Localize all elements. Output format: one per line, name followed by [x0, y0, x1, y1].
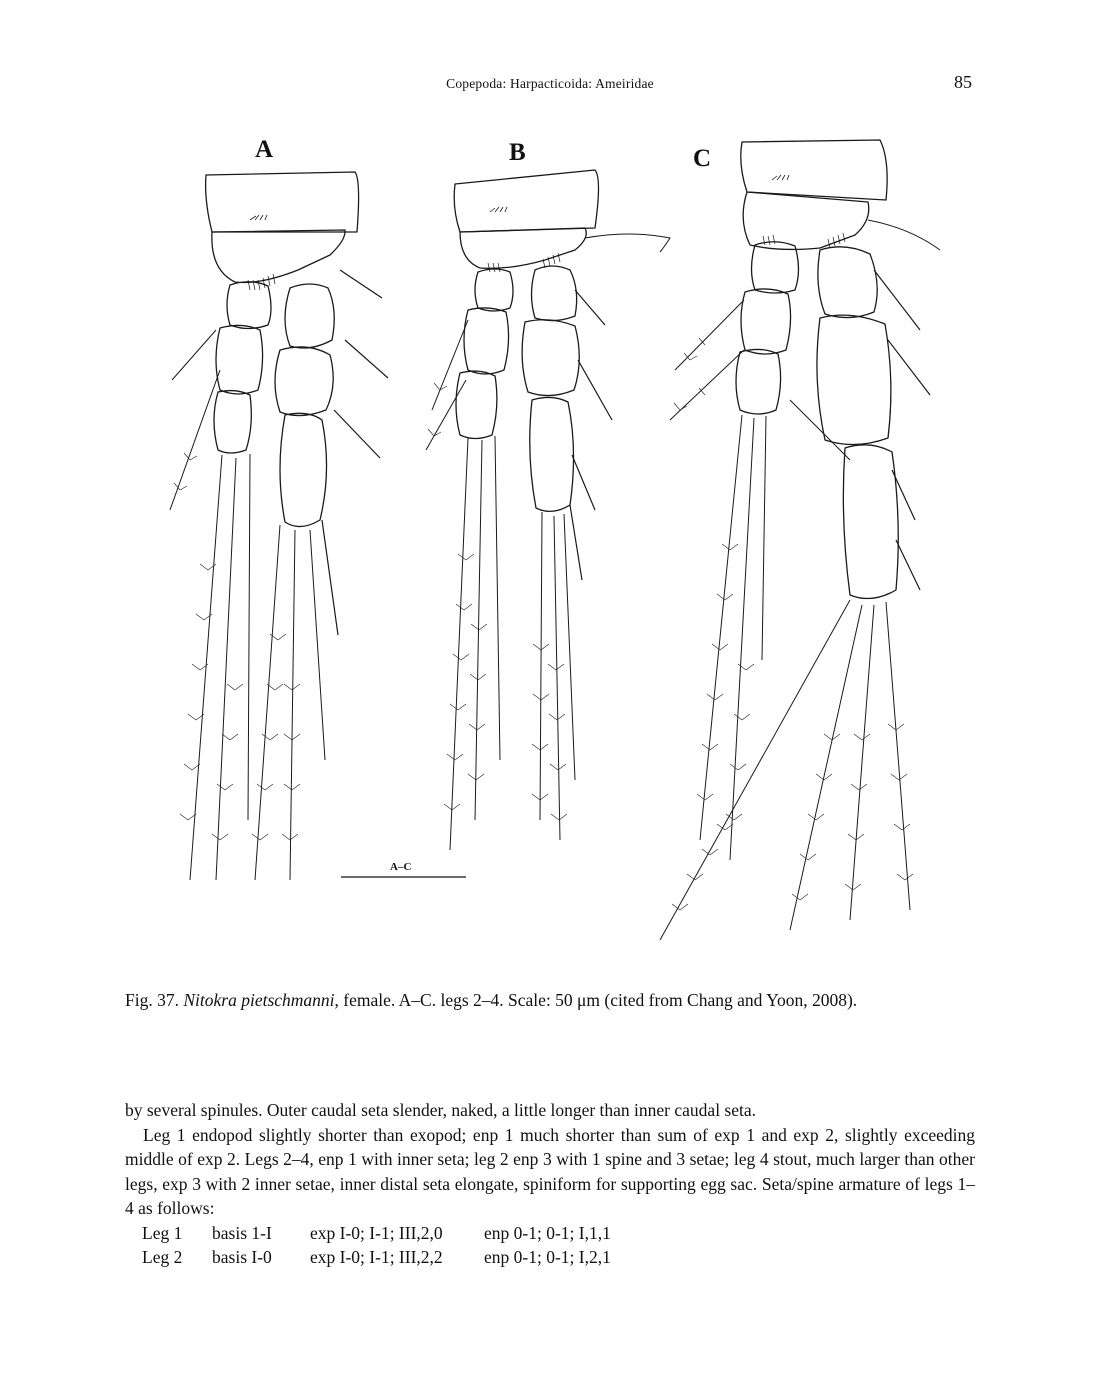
- figure-37: [150, 120, 950, 950]
- armature-basis: basis I-0: [212, 1247, 272, 1267]
- leg-drawings: [150, 120, 950, 950]
- armature-row-leg-2: [125, 1245, 975, 1270]
- seta-feathering: [174, 453, 300, 840]
- caption-species: Nitokra pietschmanni: [183, 990, 335, 1010]
- page-number: 85: [954, 72, 972, 92]
- figure-caption: [125, 988, 975, 1013]
- scale-bar-label: A–C: [390, 861, 412, 873]
- armature-enp: enp 0-1; 0-1; I,1,1: [484, 1222, 611, 1243]
- caption-prefix: Fig. 37.: [125, 990, 179, 1010]
- leg-4-drawing: [660, 140, 940, 940]
- body-text: [125, 1098, 975, 1270]
- armature-enp: enp 0-1; 0-1; I,2,1: [484, 1247, 611, 1267]
- paragraph-1: by several spinules. Outer caudal seta slender, naked, a little longer than inner caudal seta.: [125, 1100, 757, 1120]
- panel-label-c: C: [693, 145, 712, 172]
- running-head: Copepoda: Harpacticoida: Ameiridae: [446, 76, 654, 91]
- scale-bar: [341, 861, 466, 877]
- armature-basis: basis 1-I: [212, 1222, 272, 1243]
- armature-exp: exp I-0; I-1; III,2,0: [310, 1222, 443, 1243]
- panel-label-b: B: [509, 139, 526, 166]
- leg-3-drawing: [426, 170, 670, 850]
- caption-rest: , female. A–C. legs 2–4. Scale: 50 μm (cited from Chang and Yoon, 2008).: [334, 990, 858, 1010]
- armature-table: [125, 1221, 975, 1270]
- armature-row-leg-1: [125, 1221, 975, 1246]
- panel-label-a: A: [255, 136, 274, 163]
- leg-2-drawing: [170, 172, 388, 880]
- armature-leg: Leg 2: [142, 1247, 183, 1267]
- armature-exp: exp I-0; I-1; III,2,2: [310, 1247, 443, 1267]
- paragraph-2: Leg 1 endopod slightly shorter than exopod; enp 1 much shorter than sum of exp 1 and exp 2, slightly exceeding middle of exp 2. Legs 2–4, enp 1 with inner seta; leg 2 enp 3 with 1 spine and 3 setae; leg 4 stout, much larger than other legs, exp 3 with 2 inner setae, inner distal seta elongate, spiniform for supporting egg sac. Seta/spine armature of legs 1–4 as follows:: [125, 1124, 975, 1218]
- seta-feathering: [672, 338, 913, 910]
- armature-leg: Leg 1: [142, 1222, 183, 1243]
